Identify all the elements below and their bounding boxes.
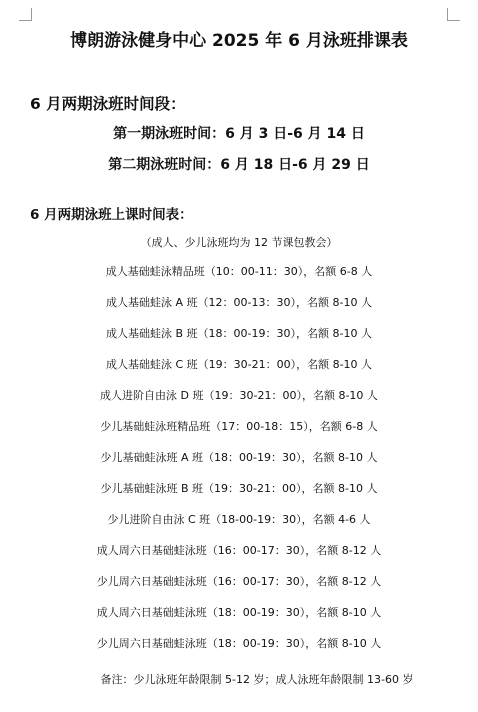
document-title: 博朗游泳健身中心 2025 年 6 月泳班排课表 — [70, 31, 408, 51]
class-list — [0, 264, 478, 667]
class-item: 成人基础蛙泳 B 班（18：00-19：30），名额 8-10 人 — [106, 327, 372, 340]
page-corner-mark-right — [447, 8, 460, 21]
periods-heading: 6 月两期泳班时间段： — [30, 95, 186, 113]
class-item: 成人基础蛙泳 A 班（12：00-13：30），名额 8-10 人 — [106, 296, 372, 309]
class-item: 少儿进阶自由泳 C 班（18-00-19：30），名额 4-6 人 — [107, 513, 371, 526]
class-item: 成人基础蛙泳 C 班（19：30-21：00），名额 8-10 人 — [105, 358, 373, 371]
schedule-note: （成人、少儿泳班均为 12 节课包教会） — [140, 236, 338, 249]
class-item: 成人基础蛙泳精品班（10：00-11：30），名额 6-8 人 — [105, 265, 373, 278]
class-item: 少儿周六日基础蛙泳班（18：00-19：30），名额 8-10 人 — [96, 637, 382, 650]
class-item: 少儿基础蛙泳班 B 班（19：30-21：00），名额 8-10 人 — [100, 482, 378, 495]
class-item: 少儿周六日基础蛙泳班（16：00-17：30），名额 8-12 人 — [96, 575, 382, 588]
class-item: 成人周六日基础蛙泳班（18：00-19：30），名额 8-10 人 — [96, 606, 382, 619]
page-corner-mark-left — [19, 8, 32, 21]
schedule-heading: 6 月两期泳班上课时间表： — [30, 207, 193, 223]
period-second: 第二期泳班时间：6 月 18 日-6 月 29 日 — [108, 157, 370, 173]
class-item: 少儿基础蛙泳班精品班（17：00-18：15），名额 6-8 人 — [100, 420, 378, 433]
class-item: 成人周六日基础蛙泳班（16：00-17：30），名额 8-12 人 — [96, 544, 382, 557]
class-item: 少儿基础蛙泳班 A 班（18：00-19：30），名额 8-10 人 — [100, 451, 378, 464]
period-first: 第一期泳班时间：6 月 3 日-6 月 14 日 — [113, 126, 365, 142]
class-item: 成人进阶自由泳 D 班（19：30-21：00），名额 8-10 人 — [100, 389, 378, 402]
remark-note: 备注：少儿泳班年龄限制 5-12 岁；成人泳班年龄限制 13-60 岁 — [100, 673, 414, 686]
